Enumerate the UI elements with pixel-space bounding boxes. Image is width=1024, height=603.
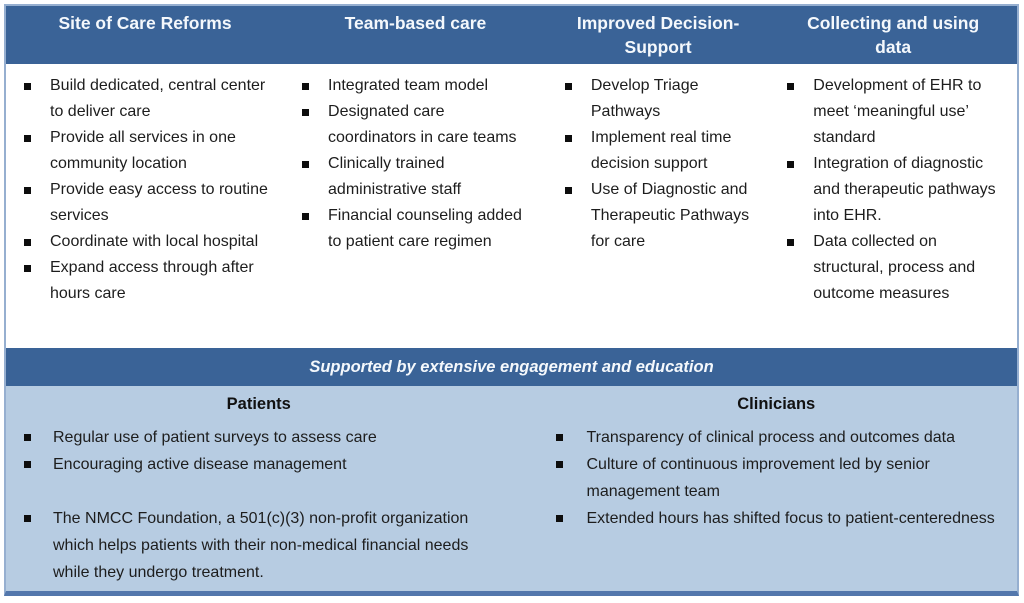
list-item [777, 151, 1007, 229]
list-item [14, 229, 274, 255]
list-item [555, 125, 759, 177]
list-item [14, 451, 504, 478]
bullet-square-icon [302, 161, 309, 168]
column-header-row [6, 6, 1017, 64]
bullet-square-icon [24, 265, 31, 272]
list-item-text: Financial counseling added to patient care regimen [328, 207, 522, 250]
bullet-square-icon [24, 515, 31, 522]
engagement-banner-text: Supported by extensive engagement and education [309, 357, 714, 376]
list-item-text: The NMCC Foundation, a 501(c)(3) non-profit organization which helps patients with their non-medical financial needs while they undergo treatment. [53, 510, 469, 581]
column-header-decision-support: Improved Decision-Support [576, 13, 740, 57]
team-based-care-list [292, 73, 537, 255]
bullet-square-icon [565, 187, 572, 194]
site-of-care-list [14, 73, 274, 307]
list-item [14, 73, 274, 125]
list-item-text: Data collected on structural, process and outcome measures [813, 233, 976, 302]
list-item-text: Designated care coordinators in care teams [328, 103, 517, 146]
list-item-text: Transparency of clinical process and outcomes data [586, 429, 955, 446]
bullet-square-icon [787, 83, 794, 90]
list-item [292, 99, 537, 151]
bullet-square-icon [556, 434, 563, 441]
bullet-square-icon [556, 461, 563, 468]
list-item-text: Expand access through after hours care [50, 259, 254, 302]
list-item [14, 125, 274, 177]
bullet-square-icon [24, 239, 31, 246]
list-item-text: Develop Triage Pathways [590, 77, 699, 120]
list-item [555, 177, 759, 255]
reform-columns-body [6, 64, 1017, 348]
list-item-text: Provide all services in one community location [50, 129, 236, 172]
list-item-text: Encouraging active disease management [53, 456, 347, 473]
list-item-text: Integrated team model [328, 77, 489, 94]
list-item [555, 73, 759, 125]
list-item [777, 73, 1007, 151]
list-item [544, 451, 1010, 505]
decision-support-list [555, 73, 759, 255]
clinicians-header: Clinicians [737, 395, 816, 413]
column-decision-support [547, 64, 769, 348]
column-header-site-of-care: Site of Care Reforms [58, 13, 232, 33]
list-item [14, 255, 274, 307]
list-item [292, 151, 537, 203]
patients-header: Patients [226, 395, 291, 413]
engagement-banner [6, 348, 1017, 386]
column-site-of-care [6, 64, 284, 348]
column-header-team-based-care: Team-based care [344, 13, 487, 33]
list-item [292, 73, 537, 99]
bullet-square-icon [24, 461, 31, 468]
bullet-square-icon [787, 161, 794, 168]
list-item [777, 229, 1007, 307]
list-item [14, 505, 504, 586]
bullet-square-icon [787, 239, 794, 246]
bullet-square-icon [565, 135, 572, 142]
list-item-text: Integration of diagnostic and therapeutic pathways into EHR. [813, 155, 996, 224]
bullet-square-icon [302, 83, 309, 90]
clinicians-list [544, 424, 1010, 532]
list-item-text: Clinically trained administrative staff [328, 155, 462, 198]
list-item-text: Culture of continuous improvement led by senior management team [586, 456, 930, 500]
list-item [14, 424, 504, 451]
patients-column [6, 386, 512, 591]
column-header-collecting-data: Collecting and using data [807, 13, 980, 57]
bullet-square-icon [556, 515, 563, 522]
clinicians-column [512, 386, 1018, 591]
list-item [292, 203, 537, 255]
bullet-square-icon [565, 83, 572, 90]
patients-list [14, 424, 504, 586]
care-model-table [4, 4, 1019, 596]
list-item-text: Build dedicated, central center to deliver care [50, 77, 266, 120]
list-item-text: Coordinate with local hospital [50, 233, 259, 250]
bullet-square-icon [24, 135, 31, 142]
column-collecting-data [769, 64, 1017, 348]
list-item [14, 177, 274, 229]
list-item-text: Use of Diagnostic and Therapeutic Pathways for care [590, 181, 750, 250]
list-item [544, 424, 1010, 451]
list-item-text: Implement real time decision support [590, 129, 732, 172]
list-item-text: Development of EHR to meet ‘meaningful use’ standard [813, 77, 982, 146]
list-item-text: Provide easy access to routine services [50, 181, 268, 224]
bullet-square-icon [302, 109, 309, 116]
list-item-text: Extended hours has shifted focus to patient-centeredness [586, 510, 995, 527]
bullet-square-icon [302, 213, 309, 220]
bullet-square-icon [24, 83, 31, 90]
bullet-square-icon [24, 434, 31, 441]
engagement-section [6, 386, 1017, 591]
list-item-text: Regular use of patient surveys to assess care [53, 429, 377, 446]
column-team-based-care [284, 64, 547, 348]
bullet-square-icon [24, 187, 31, 194]
list-item [544, 505, 1010, 532]
collecting-data-list [777, 73, 1007, 307]
